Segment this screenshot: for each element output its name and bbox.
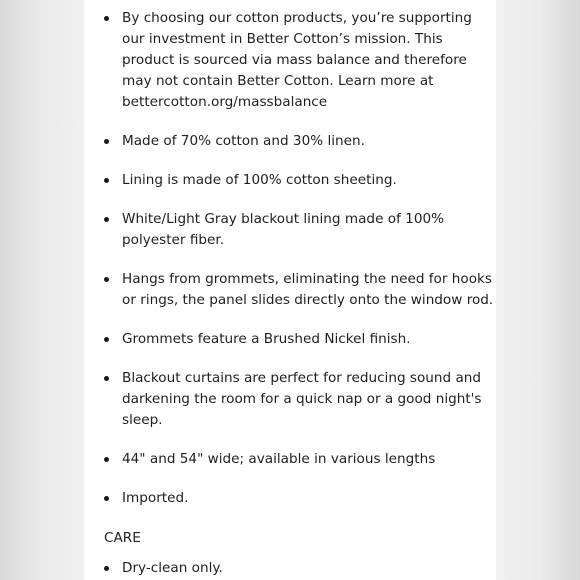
care-heading: CARE <box>104 530 141 546</box>
bullet-dot <box>104 277 109 282</box>
list-item-text: Imported. <box>122 490 189 506</box>
list-item-text: Lining is made of 100% cotton sheeting. <box>122 172 397 188</box>
list-item-text: Blackout curtains are perfect for reducing sound and darkening the room for a quick nap or a good night's sleep. <box>122 370 482 428</box>
bullet-dot <box>104 566 109 571</box>
bullet-dot <box>104 457 109 462</box>
list-item-text: Grommets feature a Brushed Nickel finish. <box>122 331 411 347</box>
list-item-text: White/Light Gray blackout lining made of 100% polyester fiber. <box>122 211 445 248</box>
bullet-dot <box>104 16 109 21</box>
list-item-text: By choosing our cotton products, you’re supporting our investment in Better Cotton’s mission. This product is sourced via mass balance and therefore may not contain Better Cotton. Learn more at bettercotton.org/massbalance <box>122 10 472 110</box>
bullet-dot <box>104 217 109 222</box>
bullet-dot <box>104 337 109 342</box>
bullet-dot <box>104 178 109 183</box>
bullet-dot <box>104 376 109 381</box>
list-item-text: 44" and 54" wide; available in various lengths <box>122 451 436 467</box>
bullet-dot <box>104 139 109 144</box>
list-item-text: Hangs from grommets, eliminating the need for hooks or rings, the panel slides directly onto the window rod. <box>122 271 494 308</box>
list-item-text: Dry-clean only. <box>122 560 223 576</box>
bullet-dot <box>104 496 109 501</box>
product-details-panel <box>84 0 496 580</box>
list-item-text: Made of 70% cotton and 30% linen. <box>122 133 365 149</box>
